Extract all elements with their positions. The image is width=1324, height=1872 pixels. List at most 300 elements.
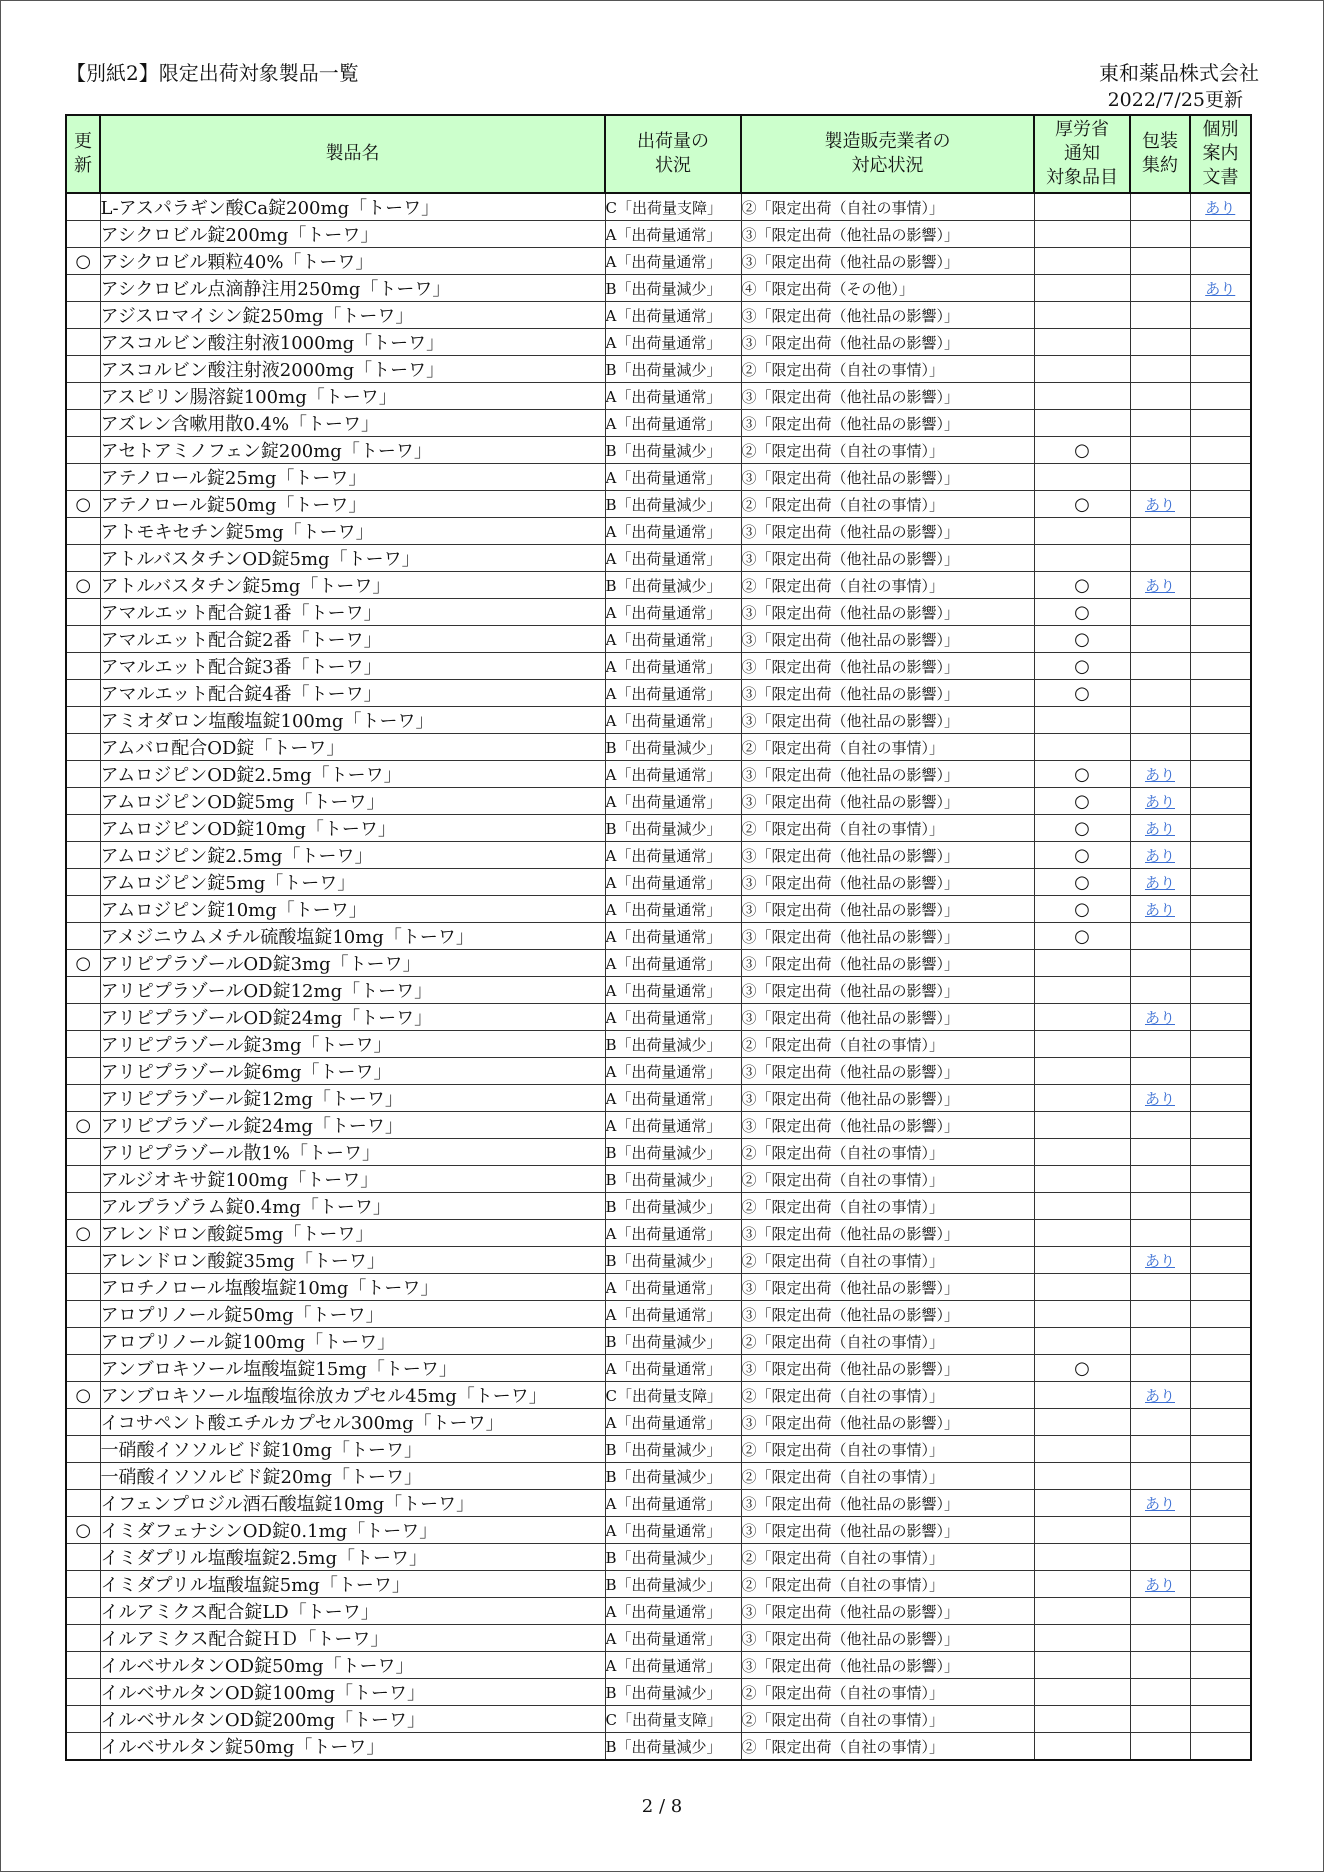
- product-name-cell: [100, 680, 605, 707]
- shipment-status-cell: [605, 545, 741, 572]
- manufacturer-response-cell: [741, 626, 1034, 653]
- manufacturer-response: ③「限定出荷（他社品の影響）」: [741, 1359, 960, 1378]
- packaging-link-cell: [1130, 1355, 1190, 1382]
- mhlw-notice-mark-cell: [1034, 464, 1130, 491]
- shipment-status-cell: [605, 842, 741, 869]
- new-marker-cell: [66, 788, 100, 815]
- mhlw-notice-mark-cell: [1034, 1031, 1130, 1058]
- packaging-link-cell: [1130, 437, 1190, 464]
- manufacturer-response-cell: [741, 1301, 1034, 1328]
- notice-document-link-cell: [1190, 869, 1251, 896]
- shipment-status: C「出荷量支障」: [605, 1710, 722, 1729]
- table-row: [66, 1652, 1251, 1679]
- product-name-cell: [100, 788, 605, 815]
- table-row: [66, 221, 1251, 248]
- mhlw-notice-mark-cell: [1034, 383, 1130, 410]
- product-name: イミダプリル塩酸塩錠5mg「トーワ」: [100, 1575, 410, 1596]
- manufacturer-response: ③「限定出荷（他社品の影響）」: [741, 549, 960, 568]
- packaging-link-cell: [1130, 1733, 1190, 1761]
- product-name: アムロジピンOD錠2.5mg「トーワ」: [100, 765, 402, 786]
- packaging-link[interactable]: あり: [1144, 846, 1175, 865]
- shipment-status: A「出荷量通常」: [605, 306, 722, 325]
- notice-document-link-cell: [1190, 1193, 1251, 1220]
- notice-document-link-cell: [1190, 896, 1251, 923]
- table-row: [66, 869, 1251, 896]
- shipment-status-cell: [605, 1301, 741, 1328]
- packaging-link[interactable]: あり: [1144, 576, 1175, 595]
- manufacturer-response: ②「限定出荷（自社の事情）」: [741, 738, 945, 757]
- notice-document-link-cell: [1190, 356, 1251, 383]
- packaging-link-cell: [1130, 356, 1190, 383]
- shipment-status-cell: [605, 572, 741, 599]
- manufacturer-response: ③「限定出荷（他社品の影響）」: [741, 1413, 960, 1432]
- mhlw-notice-mark-cell: [1034, 626, 1130, 653]
- manufacturer-response-cell: [741, 1247, 1034, 1274]
- packaging-link-cell: [1130, 1004, 1190, 1031]
- manufacturer-response: ③「限定出荷（他社品の影響）」: [741, 927, 960, 946]
- packaging-link-cell: [1130, 329, 1190, 356]
- shipment-status: C「出荷量支障」: [605, 198, 722, 217]
- manufacturer-response: ②「限定出荷（自社の事情）」: [741, 1170, 945, 1189]
- new-marker-cell: [66, 626, 100, 653]
- shipment-status: B「出荷量減少」: [605, 1683, 722, 1702]
- notice-document-link-cell: [1190, 923, 1251, 950]
- new-marker-cell: [66, 1085, 100, 1112]
- mhlw-notice-mark: ○: [1074, 1357, 1090, 1379]
- product-name-cell: [100, 1490, 605, 1517]
- manufacturer-response-cell: [741, 734, 1034, 761]
- product-name-cell: [100, 734, 605, 761]
- table-row: [66, 1166, 1251, 1193]
- mhlw-notice-mark-cell: [1034, 869, 1130, 896]
- manufacturer-response-cell: [741, 545, 1034, 572]
- mhlw-notice-mark-cell: [1034, 1058, 1130, 1085]
- table-row: [66, 815, 1251, 842]
- manufacturer-response: ③「限定出荷（他社品の影響）」: [741, 603, 960, 622]
- notice-document-link-cell: [1190, 1463, 1251, 1490]
- product-name-cell: [100, 1031, 605, 1058]
- manufacturer-response-cell: [741, 1058, 1034, 1085]
- mhlw-notice-mark-cell: [1034, 1463, 1130, 1490]
- product-name: イルアミクス配合錠ＨＤ「トーワ」: [100, 1629, 389, 1650]
- manufacturer-response: ③「限定出荷（他社品の影響）」: [741, 1305, 960, 1324]
- packaging-link-cell: [1130, 815, 1190, 842]
- product-name: アムロジピン錠5mg「トーワ」: [100, 873, 356, 894]
- table-row: [66, 1544, 1251, 1571]
- new-marker-cell: [66, 1652, 100, 1679]
- packaging-link-cell: [1130, 248, 1190, 275]
- table-row: [66, 1355, 1251, 1382]
- shipment-status: A「出荷量通常」: [605, 1629, 722, 1648]
- product-name-cell: [100, 869, 605, 896]
- column-header-mhlw-notice: 厚労省 通知 対象品目: [1034, 115, 1130, 193]
- product-name-cell: [100, 464, 605, 491]
- shipment-status: B「出荷量減少」: [605, 738, 722, 757]
- notice-document-link[interactable]: あり: [1205, 198, 1236, 217]
- shipment-status: A「出荷量通常」: [605, 1062, 722, 1081]
- shipment-status-cell: [605, 1328, 741, 1355]
- manufacturer-response: ②「限定出荷（自社の事情）」: [741, 1143, 945, 1162]
- shipment-status-cell: [605, 1166, 741, 1193]
- packaging-link-cell: [1130, 1112, 1190, 1139]
- product-name-cell: [100, 1004, 605, 1031]
- notice-document-link-cell: [1190, 545, 1251, 572]
- new-marker-cell: [66, 383, 100, 410]
- product-name-cell: [100, 518, 605, 545]
- table-row: [66, 1463, 1251, 1490]
- table-row: [66, 545, 1251, 572]
- shipment-status: A「出荷量通常」: [605, 225, 722, 244]
- product-name: アトルバスタチンOD錠5mg「トーワ」: [100, 549, 420, 570]
- new-marker-cell: [66, 1247, 100, 1274]
- shipment-status: B「出荷量減少」: [605, 1548, 722, 1567]
- shipment-status: B「出荷量減少」: [605, 1737, 722, 1756]
- manufacturer-response: ③「限定出荷（他社品の影響）」: [741, 1116, 960, 1135]
- mhlw-notice-mark-cell: [1034, 1598, 1130, 1625]
- notice-document-link-cell: [1190, 977, 1251, 1004]
- mhlw-notice-mark-cell: [1034, 1382, 1130, 1409]
- new-marker-cell: [66, 572, 100, 599]
- shipment-status: A「出荷量通常」: [605, 1521, 722, 1540]
- product-name: アロプリノール錠100mg「トーワ」: [100, 1332, 396, 1353]
- mhlw-notice-mark-cell: [1034, 275, 1130, 302]
- notice-document-link-cell: [1190, 1166, 1251, 1193]
- table-row: [66, 680, 1251, 707]
- product-name: アメジニウムメチル硫酸塩錠10mg「トーワ」: [100, 927, 474, 948]
- notice-document-link-cell: [1190, 193, 1251, 221]
- packaging-link[interactable]: あり: [1144, 1494, 1175, 1513]
- new-marker: ○: [75, 493, 92, 515]
- new-marker-cell: [66, 734, 100, 761]
- manufacturer-response-cell: [741, 491, 1034, 518]
- product-name-cell: [100, 356, 605, 383]
- product-name: アマルエット配合錠2番「トーワ」: [100, 630, 382, 651]
- new-marker-cell: [66, 707, 100, 734]
- notice-document-link-cell: [1190, 1247, 1251, 1274]
- packaging-link-cell: [1130, 761, 1190, 788]
- product-name-cell: [100, 1193, 605, 1220]
- table-row: [66, 923, 1251, 950]
- shipment-status-cell: [605, 1571, 741, 1598]
- packaging-link-cell: [1130, 977, 1190, 1004]
- product-name: アシクロビル錠200mg「トーワ」: [100, 225, 379, 246]
- packaging-link[interactable]: あり: [1144, 765, 1175, 784]
- notice-document-link-cell: [1190, 1274, 1251, 1301]
- new-marker-cell: [66, 1220, 100, 1247]
- table-header-row: [66, 115, 1251, 193]
- new-marker-cell: [66, 1409, 100, 1436]
- manufacturer-response: ③「限定出荷（他社品の影響）」: [741, 657, 960, 676]
- product-name: アセトアミノフェン錠200mg「トーワ」: [100, 441, 432, 462]
- new-marker-cell: [66, 437, 100, 464]
- product-name: アマルエット配合錠3番「トーワ」: [100, 657, 382, 678]
- product-name-cell: [100, 842, 605, 869]
- product-name: アシクロビル点滴静注用250mg「トーワ」: [100, 279, 451, 300]
- mhlw-notice-mark-cell: [1034, 545, 1130, 572]
- mhlw-notice-mark-cell: [1034, 653, 1130, 680]
- packaging-link[interactable]: あり: [1144, 1251, 1175, 1270]
- manufacturer-response-cell: [741, 761, 1034, 788]
- product-name-cell: [100, 1301, 605, 1328]
- shipment-status: A「出荷量通常」: [605, 1494, 722, 1513]
- manufacturer-response: ③「限定出荷（他社品の影響）」: [741, 846, 960, 865]
- mhlw-notice-mark-cell: [1034, 896, 1130, 923]
- packaging-link[interactable]: あり: [1144, 1386, 1175, 1405]
- table-row: [66, 842, 1251, 869]
- packaging-link-cell: [1130, 1139, 1190, 1166]
- mhlw-notice-mark-cell: [1034, 356, 1130, 383]
- new-marker-cell: [66, 1733, 100, 1761]
- mhlw-notice-mark-cell: [1034, 1679, 1130, 1706]
- packaging-link[interactable]: あり: [1144, 873, 1175, 892]
- manufacturer-response-cell: [741, 1112, 1034, 1139]
- mhlw-notice-mark: ○: [1074, 871, 1090, 893]
- mhlw-notice-mark-cell: [1034, 815, 1130, 842]
- mhlw-notice-mark-cell: [1034, 1193, 1130, 1220]
- product-name-cell: [100, 1139, 605, 1166]
- packaging-link-cell: [1130, 896, 1190, 923]
- new-marker-cell: [66, 275, 100, 302]
- new-marker-cell: [66, 1031, 100, 1058]
- mhlw-notice-mark: ○: [1074, 682, 1090, 704]
- notice-document-link-cell: [1190, 1409, 1251, 1436]
- manufacturer-response-cell: [741, 1220, 1034, 1247]
- shipment-status-cell: [605, 734, 741, 761]
- packaging-link[interactable]: あり: [1144, 1008, 1175, 1027]
- notice-document-link-cell: [1190, 1220, 1251, 1247]
- new-marker-cell: [66, 329, 100, 356]
- product-name: イフェンプロジル酒石酸塩錠10mg「トーワ」: [100, 1494, 475, 1515]
- manufacturer-response: ③「限定出荷（他社品の影響）」: [741, 981, 960, 1000]
- product-name: アロチノロール塩酸塩錠10mg「トーワ」: [100, 1278, 439, 1299]
- product-name: アルジオキサ錠100mg「トーワ」: [100, 1170, 379, 1191]
- product-name-cell: [100, 1733, 605, 1761]
- manufacturer-response-cell: [741, 950, 1034, 977]
- product-name: アスコルビン酸注射液1000mg「トーワ」: [100, 333, 445, 354]
- mhlw-notice-mark-cell: [1034, 1085, 1130, 1112]
- new-marker-cell: [66, 815, 100, 842]
- product-name: イミダフェナシンOD錠0.1mg「トーワ」: [100, 1521, 438, 1542]
- packaging-link[interactable]: あり: [1144, 900, 1175, 919]
- packaging-link-cell: [1130, 518, 1190, 545]
- new-marker-cell: [66, 1706, 100, 1733]
- table-row: [66, 1517, 1251, 1544]
- packaging-link[interactable]: あり: [1144, 495, 1175, 514]
- table-row: [66, 1004, 1251, 1031]
- packaging-link-cell: [1130, 1193, 1190, 1220]
- manufacturer-response: ③「限定出荷（他社品の影響）」: [741, 1278, 960, 1297]
- packaging-link[interactable]: あり: [1144, 819, 1175, 838]
- table-row: [66, 1031, 1251, 1058]
- table-row: [66, 1382, 1251, 1409]
- shipment-status-cell: [605, 1112, 741, 1139]
- new-marker-cell: [66, 1112, 100, 1139]
- packaging-link-cell: [1130, 1571, 1190, 1598]
- new-marker-cell: [66, 193, 100, 221]
- packaging-link-cell: [1130, 1490, 1190, 1517]
- notice-document-link-cell: [1190, 1652, 1251, 1679]
- shipment-status: A「出荷量通常」: [605, 333, 722, 352]
- packaging-link[interactable]: あり: [1144, 792, 1175, 811]
- manufacturer-response: ③「限定出荷（他社品の影響）」: [741, 1494, 960, 1513]
- shipment-status-cell: [605, 1544, 741, 1571]
- new-marker: ○: [75, 250, 92, 272]
- shipment-status-cell: [605, 248, 741, 275]
- updated-date: 2022/7/25更新: [1107, 89, 1243, 111]
- shipment-status-cell: [605, 221, 741, 248]
- shipment-status: A「出荷量通常」: [605, 981, 722, 1000]
- mhlw-notice-mark-cell: [1034, 437, 1130, 464]
- manufacturer-response-cell: [741, 248, 1034, 275]
- mhlw-notice-mark: ○: [1074, 574, 1090, 596]
- product-name: イルベサルタン錠50mg「トーワ」: [100, 1737, 385, 1758]
- product-name: イルベサルタンOD錠50mg「トーワ」: [100, 1656, 414, 1677]
- product-name-cell: [100, 896, 605, 923]
- product-name-cell: [100, 1112, 605, 1139]
- packaging-link-cell: [1130, 626, 1190, 653]
- manufacturer-response: ③「限定出荷（他社品の影響）」: [741, 873, 960, 892]
- notice-document-link-cell: [1190, 653, 1251, 680]
- table-row: [66, 788, 1251, 815]
- product-name-cell: [100, 1706, 605, 1733]
- notice-document-link-cell: [1190, 1733, 1251, 1761]
- new-marker-cell: [66, 302, 100, 329]
- new-marker-cell: [66, 680, 100, 707]
- shipment-status-cell: [605, 1652, 741, 1679]
- manufacturer-response-cell: [741, 1544, 1034, 1571]
- manufacturer-response: ③「限定出荷（他社品の影響）」: [741, 387, 960, 406]
- mhlw-notice-mark-cell: [1034, 734, 1130, 761]
- manufacturer-response-cell: [741, 599, 1034, 626]
- table-row: [66, 1436, 1251, 1463]
- table-row: [66, 275, 1251, 302]
- table-row: [66, 464, 1251, 491]
- packaging-link-cell: [1130, 653, 1190, 680]
- product-name: アルプラゾラム錠0.4mg「トーワ」: [100, 1197, 391, 1218]
- table-row: [66, 1193, 1251, 1220]
- product-name-cell: [100, 950, 605, 977]
- manufacturer-response-cell: [741, 896, 1034, 923]
- packaging-link-cell: [1130, 1085, 1190, 1112]
- packaging-link-cell: [1130, 410, 1190, 437]
- manufacturer-response: ②「限定出荷（自社の事情）」: [741, 1467, 945, 1486]
- shipment-status: B「出荷量減少」: [605, 495, 722, 514]
- packaging-link-cell: [1130, 464, 1190, 491]
- manufacturer-response-cell: [741, 329, 1034, 356]
- table-row: [66, 410, 1251, 437]
- packaging-link-cell: [1130, 1409, 1190, 1436]
- product-name-cell: [100, 437, 605, 464]
- product-name: アシクロビル顆粒40%「トーワ」: [100, 252, 374, 273]
- shipment-status-cell: [605, 193, 741, 221]
- manufacturer-response-cell: [741, 788, 1034, 815]
- new-marker-cell: [66, 221, 100, 248]
- product-name: アムロジピンOD錠5mg「トーワ」: [100, 792, 385, 813]
- manufacturer-response-cell: [741, 221, 1034, 248]
- packaging-link[interactable]: あり: [1144, 1575, 1175, 1594]
- shipment-status: A「出荷量通常」: [605, 1413, 722, 1432]
- new-marker: ○: [75, 1384, 92, 1406]
- product-name: アテノロール錠50mg「トーワ」: [100, 495, 367, 516]
- shipment-status: A「出荷量通常」: [605, 765, 722, 784]
- shipment-status: A「出荷量通常」: [605, 603, 722, 622]
- shipment-status: A「出荷量通常」: [605, 1089, 722, 1108]
- shipment-status: A「出荷量通常」: [605, 1305, 722, 1324]
- mhlw-notice-mark-cell: [1034, 1274, 1130, 1301]
- mhlw-notice-mark: ○: [1074, 628, 1090, 650]
- mhlw-notice-mark: ○: [1074, 763, 1090, 785]
- new-marker-cell: [66, 1193, 100, 1220]
- table-row: [66, 1733, 1251, 1761]
- notice-document-link-cell: [1190, 815, 1251, 842]
- shipment-status-cell: [605, 1355, 741, 1382]
- product-name: イコサペント酸エチルカプセル300mg「トーワ」: [100, 1413, 504, 1434]
- mhlw-notice-mark-cell: [1034, 1355, 1130, 1382]
- new-marker-cell: [66, 1166, 100, 1193]
- product-name: イミダプリル塩酸塩錠2.5mg「トーワ」: [100, 1548, 427, 1569]
- mhlw-notice-mark-cell: [1034, 680, 1130, 707]
- mhlw-notice-mark-cell: [1034, 248, 1130, 275]
- product-name-cell: [100, 275, 605, 302]
- notice-document-link-cell: [1190, 761, 1251, 788]
- table-row: [66, 356, 1251, 383]
- shipment-status-cell: [605, 1004, 741, 1031]
- packaging-link-cell: [1130, 950, 1190, 977]
- notice-document-link-cell: [1190, 248, 1251, 275]
- manufacturer-response-cell: [741, 1598, 1034, 1625]
- shipment-status: B「出荷量減少」: [605, 576, 722, 595]
- mhlw-notice-mark-cell: [1034, 572, 1130, 599]
- new-marker-cell: [66, 653, 100, 680]
- notice-document-link-cell: [1190, 221, 1251, 248]
- notice-document-link[interactable]: あり: [1205, 279, 1236, 298]
- shipment-status: A「出荷量通常」: [605, 252, 722, 271]
- column-header-notice-document: 個別 案内 文書: [1190, 115, 1251, 193]
- shipment-status: A「出荷量通常」: [605, 1359, 722, 1378]
- manufacturer-response: ②「限定出荷（自社の事情）」: [741, 198, 945, 217]
- new-marker-cell: [66, 1058, 100, 1085]
- shipment-status-cell: [605, 1490, 741, 1517]
- new-marker: ○: [75, 1114, 92, 1136]
- manufacturer-response-cell: [741, 518, 1034, 545]
- mhlw-notice-mark: ○: [1074, 817, 1090, 839]
- packaging-link[interactable]: あり: [1144, 1089, 1175, 1108]
- packaging-link-cell: [1130, 302, 1190, 329]
- new-marker-cell: [66, 1436, 100, 1463]
- mhlw-notice-mark-cell: [1034, 950, 1130, 977]
- table-row: [66, 1247, 1251, 1274]
- manufacturer-response: ②「限定出荷（自社の事情）」: [741, 441, 945, 460]
- table-row: [66, 1058, 1251, 1085]
- table-row: [66, 1706, 1251, 1733]
- shipment-status: A「出荷量通常」: [605, 387, 722, 406]
- shipment-status-cell: [605, 356, 741, 383]
- product-name: アムバロ配合OD錠「トーワ」: [100, 738, 345, 759]
- notice-document-link-cell: [1190, 1112, 1251, 1139]
- manufacturer-response: ③「限定出荷（他社品の影響）」: [741, 711, 960, 730]
- manufacturer-response-cell: [741, 410, 1034, 437]
- notice-document-link-cell: [1190, 842, 1251, 869]
- shipment-status: B「出荷量減少」: [605, 1467, 722, 1486]
- notice-document-link-cell: [1190, 1301, 1251, 1328]
- shipment-status-cell: [605, 1139, 741, 1166]
- packaging-link-cell: [1130, 1058, 1190, 1085]
- document-title: 【別紙2】限定出荷対象製品一覧: [66, 61, 359, 85]
- shipment-status-cell: [605, 518, 741, 545]
- table-row: [66, 572, 1251, 599]
- shipment-status-cell: [605, 788, 741, 815]
- product-name: アリピプラゾールOD錠3mg「トーワ」: [100, 954, 421, 975]
